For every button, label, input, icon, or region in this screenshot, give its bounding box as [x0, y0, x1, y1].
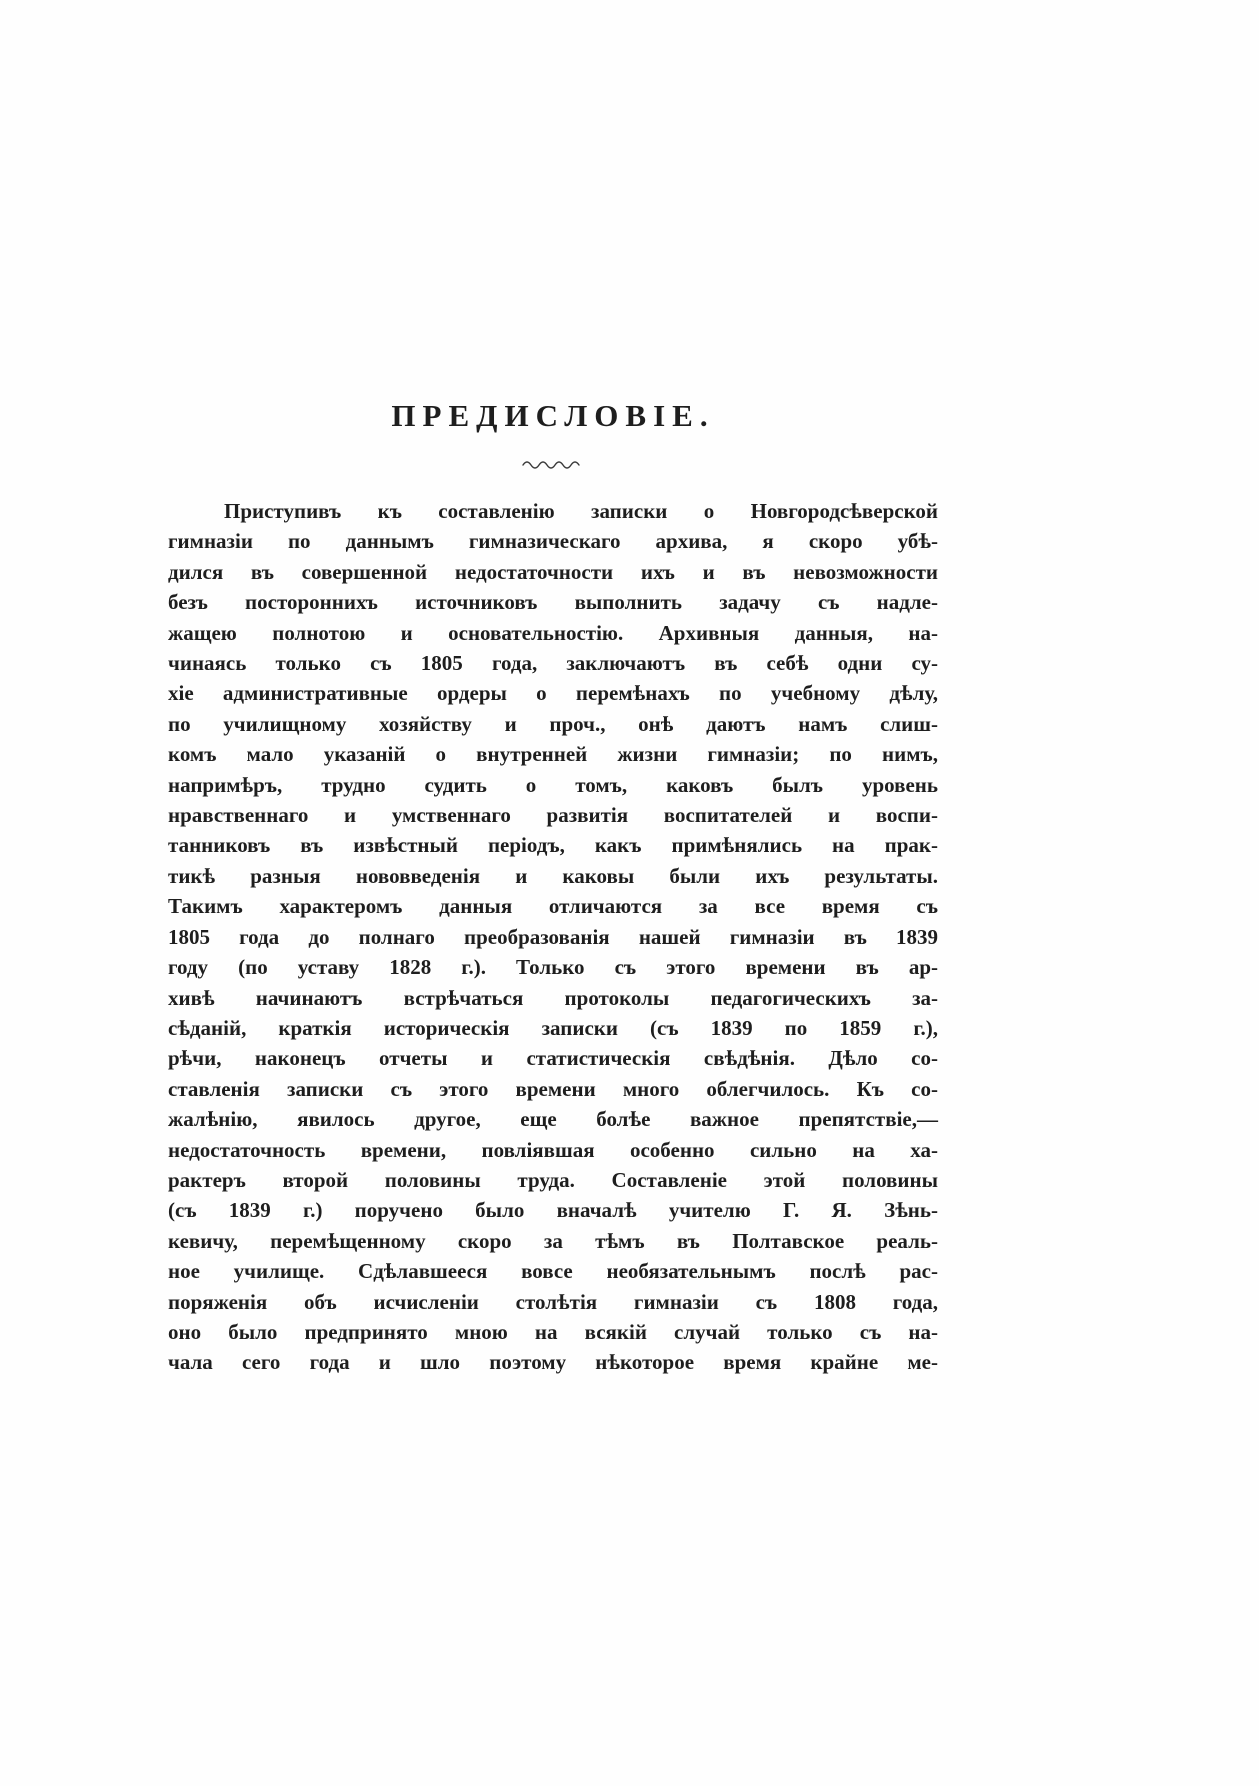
text-line: рактеръ второй половины труда. Составленіе этой половины: [168, 1167, 938, 1192]
text-line: нравственнаго и умственнаго развитія воспитателей и воспи-: [168, 803, 938, 828]
text-line: хивѣ начинаютъ встрѣчаться протоколы педагогическихъ за-: [168, 985, 938, 1010]
text-line: рѣчи, наконецъ отчеты и статистическія свѣдѣнія. Дѣло со-: [168, 1046, 938, 1071]
text-line: тикѣ разныя нововведенія и каковы были ихъ результаты.: [168, 863, 938, 888]
text-line: (съ 1839 г.) поручено было вначалѣ учителю Г. Я. Зѣнь-: [168, 1198, 938, 1223]
text-line: жалѣнію, явилось другое, еще болѣе важное препятствіе,—: [168, 1107, 938, 1132]
text-line: дился въ совершенной недостаточности ихъ и въ невозможности: [168, 559, 938, 584]
text-line: по училищному хозяйству и проч., онѣ даютъ намъ слиш-: [168, 711, 938, 736]
text-line: сѣданій, краткія историческія записки (съ 1839 по 1859 г.),: [168, 1015, 938, 1040]
text-line: безъ постороннихъ источниковъ выполнить задачу съ надле-: [168, 590, 938, 615]
text-line: поряженія объ исчисленіи столѣтія гимназіи съ 1808 года,: [168, 1289, 938, 1314]
text-line: чинаясь только съ 1805 года, заключаютъ въ себѣ одни су-: [168, 651, 938, 676]
text-line: ставленія записки съ этого времени много облегчилось. Къ со-: [168, 1076, 938, 1101]
text-block: [168, 396, 938, 1378]
text-line: комъ мало указаній о внутренней жизни гимназіи; по нимъ,: [168, 742, 938, 767]
text-line: году (по уставу 1828 г.). Только съ этого времени въ ар-: [168, 955, 938, 980]
text-line: Такимъ характеромъ данныя отличаются за все время съ: [168, 894, 938, 919]
text-line: жащею полнотою и основательностію. Архивныя данныя, на-: [168, 620, 938, 645]
text-line: чала сего года и шло поэтому нѣкоторое время крайне ме-: [168, 1350, 938, 1375]
chapter-title: ПРЕДИСЛОВІЕ.: [391, 398, 715, 433]
ornament-squiggle-icon: [168, 458, 938, 470]
text-line: кевичу, перемѣщенному скоро за тѣмъ въ Полтавское реаль-: [168, 1228, 938, 1253]
text-line: 1805 года до полнаго преобразованія нашей гимназіи въ 1839: [168, 924, 938, 949]
text-line: оно было предпринято мною на всякій случай только съ на-: [168, 1319, 938, 1344]
preface-paragraph: [168, 496, 938, 1378]
text-line: хіе административные ордеры о перемѣнахъ по учебному дѣлу,: [168, 681, 938, 706]
text-line: Приступивъ къ составленію записки о Новгородсѣверской: [224, 499, 938, 523]
text-line: ное училище. Сдѣлавшееся вовсе необязательнымъ послѣ рас-: [168, 1259, 938, 1284]
text-line: недостаточность времени, повліявшая особенно сильно на ха-: [168, 1137, 938, 1162]
text-line: напримѣръ, трудно судить о томъ, каковъ былъ уровень: [168, 772, 938, 797]
text-line: танниковъ въ извѣстный періодъ, какъ примѣнялись на прак-: [168, 833, 938, 858]
text-line: гимназіи по даннымъ гимназическаго архива, я скоро убѣ-: [168, 529, 938, 554]
